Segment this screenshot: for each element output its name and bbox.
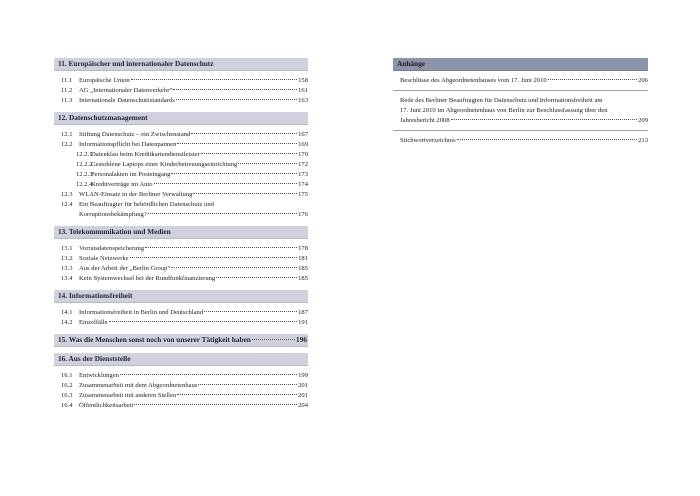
entry-title: Stiftung Datenschutz – ein Zwischenstand [79,131,191,138]
toc-entry[interactable] [54,318,308,328]
entry-title: Zusammenarbeit mit anderen Stellen [79,392,177,399]
dot-leader [171,172,297,174]
entry-number: 12.1 [61,131,73,138]
entry-page: 185 [298,265,308,272]
entry-title: Aus der Arbeit der „Berlin Group“ [79,265,171,272]
entry-page: 167 [298,131,308,138]
section-12 [54,112,308,220]
entry-page: 187 [298,309,308,316]
dot-leader [216,276,297,278]
entry-number: 12.2.1 [76,151,93,158]
dot-leader [171,266,297,268]
entry-title: Zusammenarbeit mit dem Abgeordnetenhaus [79,382,198,389]
section-heading: 15. Was die Menschen sonst noch von unserer Tätigkeit haben [58,335,251,344]
entry-page: 175 [298,191,308,198]
dot-leader [145,246,297,248]
entry-page: 196 [296,335,307,344]
entry-title: WLAN-Einsatz in der Berliner Verwaltung [79,191,193,198]
section-heading: 11. Europäischer und internationaler Datenschutz [54,58,308,71]
dot-leader [191,132,297,134]
entry-page: 191 [298,319,308,326]
section-11 [54,58,308,106]
toc-subentry[interactable] [54,180,308,190]
entry-number: 12.2 [61,141,73,148]
entry-title: Einzelfälle [79,319,108,326]
toc-entry[interactable] [54,274,308,284]
entry-title: Informationsfreiheit in Berlin und Deutschland [79,309,204,316]
dot-leader [154,182,298,184]
entry-title: Öffentlichkeitsarbeit [79,402,134,409]
dot-leader [177,142,297,144]
entry-title: Stichwortverzeichnis [400,137,456,144]
toc-subentry[interactable] [54,150,308,160]
entry-title: Datenklau beim Kreditkartendienstleister [91,151,200,158]
dot-leader [177,393,297,395]
toc-entry[interactable] [54,371,308,381]
dot-leader [204,310,297,312]
dot-leader [252,338,295,340]
toc-entry[interactable] [54,140,308,150]
entry-page: 169 [298,141,308,148]
section-15 [54,334,308,347]
toc-entry[interactable] [54,86,308,96]
entry-number: 12.2.4 [76,181,93,188]
entry-page: 163 [298,97,308,104]
divider [393,90,648,91]
dot-leader [130,256,297,258]
entry-page: 158 [298,77,308,84]
entry-number: 13.2 [61,255,73,262]
entry-page: 185 [298,275,308,282]
entry-title-line: 17. Juni 2010 im Abgeordnetenhaus von Berlin zur Beschlussfassung über den [400,107,608,114]
entry-number: 11.2 [61,87,73,94]
entry-title-line: Jahresbericht 2008 [400,117,450,124]
entry-title: Vorratsdatenspeicherung [79,245,145,252]
dot-leader [451,118,637,120]
section-heading: 14. Informationsfreiheit [54,290,308,303]
section-14 [54,290,308,328]
toc-entry[interactable] [54,254,308,264]
entry-page: 206 [638,77,648,84]
entry-number: 12.4 [61,201,73,208]
dot-leader [131,78,297,80]
toc-subentry[interactable] [54,160,308,170]
entry-title: Kein Systemwechsel bei der Rundfunkfinanzierung [79,275,216,282]
toc-entry[interactable] [54,96,308,106]
entry-title: Beschlüsse des Abgeordnetenhauses vom 17. Juni 2010 [400,77,547,84]
entry-number: 14.1 [61,309,73,316]
entry-page: 170 [298,151,308,158]
entry-title: Gestohlene Laptops einer Kinderbetreuungseinrichtung [91,161,238,168]
toc-entry-multiline[interactable] [54,200,308,220]
entry-number: 11.3 [61,97,73,104]
entry-title: Soziale Netzwerke [79,255,129,262]
dot-leader [457,138,637,140]
dot-leader [134,403,297,405]
toc-entry[interactable] [54,264,308,274]
entry-title-line: Ein Beauftragter für behördlichen Datenschutz und [79,201,214,208]
dot-leader [148,212,297,214]
entry-number: 12.3 [61,191,73,198]
appendix-entry[interactable] [393,96,648,126]
entry-title: Internationale Datenschutzstandards [79,97,175,104]
entry-title-line: Korruptionsbekämpfung? [79,211,147,218]
entry-page: 209 [638,117,648,124]
entry-number: 13.4 [61,275,73,282]
section-heading-with-page[interactable] [54,334,308,347]
dot-leader [198,383,297,385]
right-page [393,58,648,150]
dot-leader [548,78,637,80]
entry-page: 204 [298,402,308,409]
dot-leader [109,320,298,322]
entry-number: 16.2 [61,382,73,389]
dot-leader [173,88,297,90]
entry-title-line: Rede des Berliner Beauftragten für Datenschutz und Informationsfreiheit am [400,97,603,104]
entry-title: Informationspflicht bei Datenpannen [79,141,177,148]
entry-page: 161 [298,87,308,94]
entry-page: 201 [298,382,308,389]
appendix-heading: Anhänge [393,58,648,71]
entry-number: 14.2 [61,319,73,326]
entry-number: 13.3 [61,265,73,272]
left-page [54,58,308,417]
entry-page: 181 [298,255,308,262]
toc-entry[interactable] [54,391,308,401]
entry-page: 173 [298,171,308,178]
entry-page: 172 [298,161,308,168]
entry-number: 12.2.3 [76,171,93,178]
entry-number: 16.4 [61,402,73,409]
entry-title: Entwicklungen [79,372,119,379]
entry-page: 199 [298,372,308,379]
entry-page: 201 [298,392,308,399]
entry-number: 16.3 [61,392,73,399]
entry-title: Europäische Union [79,77,130,84]
dot-leader [238,162,297,164]
dot-leader [201,152,297,154]
toc-subentry[interactable] [54,170,308,180]
entry-page: 213 [638,137,648,144]
entry-page: 174 [298,181,308,188]
appendix-entry[interactable] [393,76,648,86]
appendix-entry[interactable] [393,136,648,146]
entry-number: 16.1 [61,372,73,379]
section-heading: 13. Telekommunikation und Medien [54,226,308,239]
toc-entry[interactable] [54,130,308,140]
dot-leader [120,373,297,375]
divider [393,130,648,131]
entry-number: 13.1 [61,245,73,252]
section-13 [54,226,308,284]
toc-entry[interactable] [54,308,308,318]
toc-entry[interactable] [54,381,308,391]
toc-entry[interactable] [54,401,308,411]
section-heading: 12. Datenschutzmanagement [54,112,308,125]
entry-number: 12.2.2 [76,161,93,168]
section-heading: 16. Aus der Dienststelle [54,353,308,366]
toc-entry[interactable] [54,190,308,200]
entry-number: 11.1 [61,77,73,84]
dot-leader [176,98,297,100]
toc-entry[interactable] [54,76,308,86]
entry-title: AG „Internationaler Datenverkehr“ [79,87,173,94]
dot-leader [193,192,297,194]
entry-page: 176 [298,211,308,218]
section-16 [54,353,308,411]
entry-title: Personalakten im Posteingang [91,171,171,178]
entry-page: 178 [298,245,308,252]
toc-entry[interactable] [54,244,308,254]
entry-title: Kreditverträge im Auto [91,181,153,188]
